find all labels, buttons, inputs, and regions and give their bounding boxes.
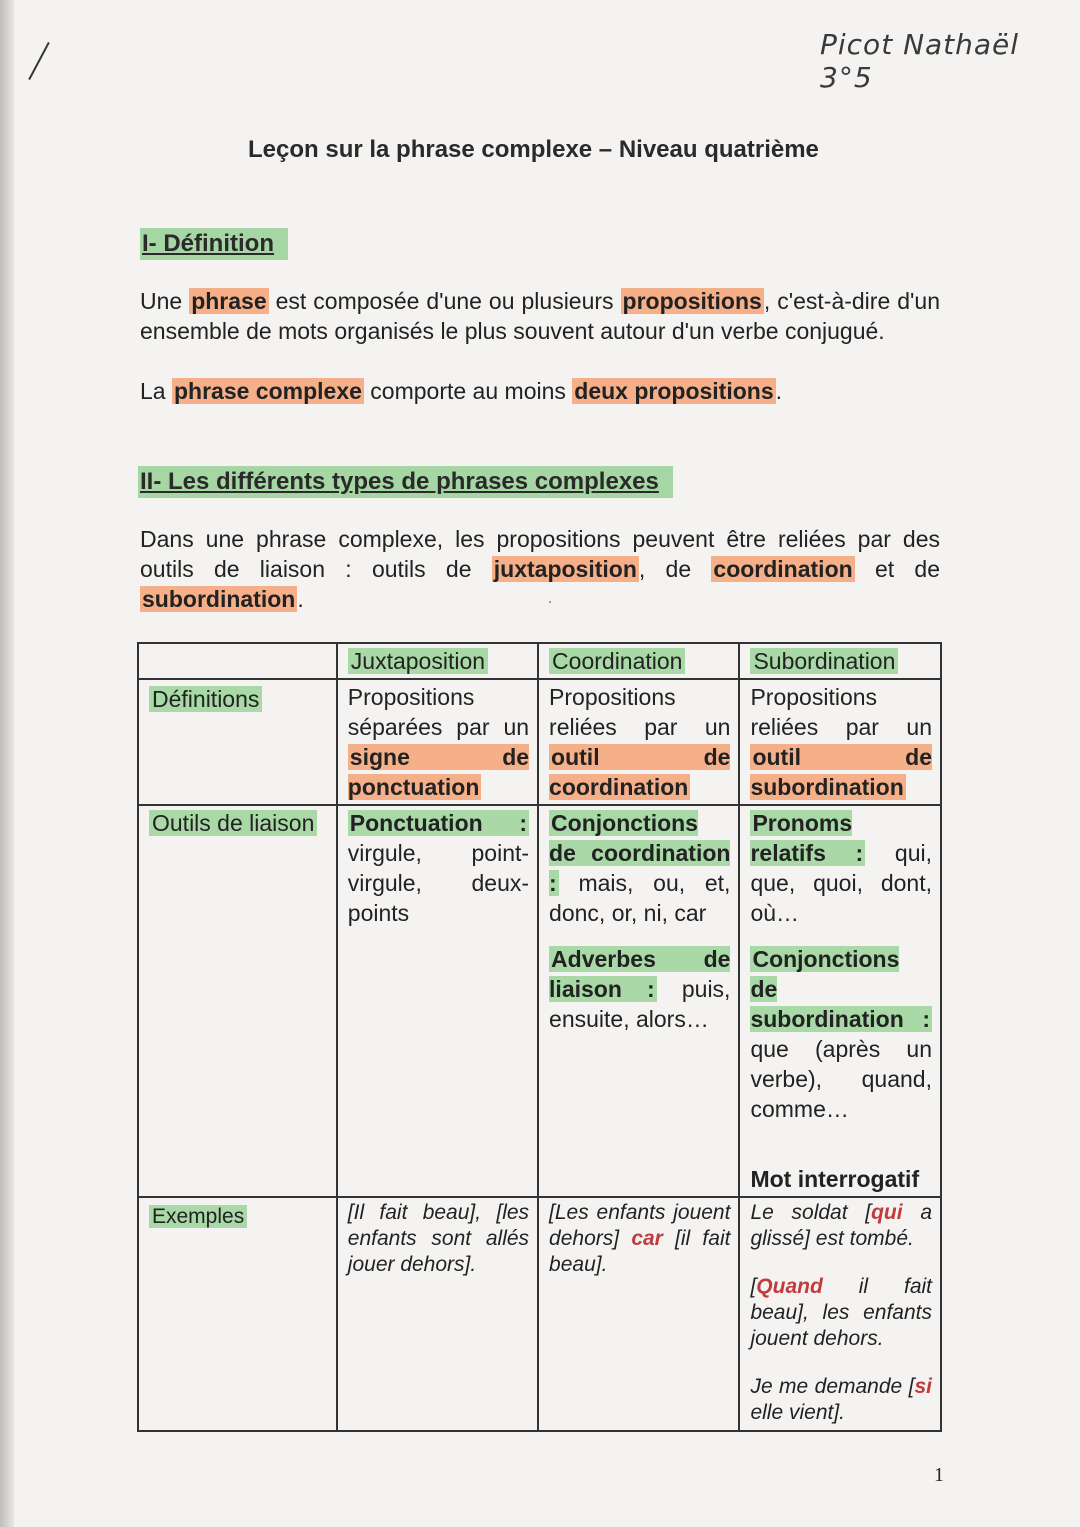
spacer (750, 928, 932, 944)
cell-outils-juxtaposition (337, 805, 538, 1197)
interrogative-highlight: si (914, 1375, 932, 1398)
definition-paragraph-2 (140, 376, 940, 406)
cell-def-coordination (538, 679, 739, 805)
cell-highlight: Conjonctions de subordination : (750, 946, 930, 1032)
cell-highlight: outil de subordination (750, 744, 932, 800)
stray-dot (549, 601, 551, 603)
row-label: Définitions (149, 686, 262, 712)
cell-text: elle vient]. (750, 1401, 846, 1424)
table-header-row (138, 643, 941, 679)
subordination-mot-interrogatif: Mot interrogatif (750, 1166, 920, 1192)
cell-text: Le soldat [ (750, 1201, 872, 1224)
pronoun-highlight: qui (871, 1201, 903, 1224)
cell-text: Propositions séparées par un (347, 684, 530, 740)
cell-text: puis, ensuite, alors… (549, 976, 731, 1032)
highlight-propositions: propositions (622, 288, 762, 314)
text-run: , de (638, 556, 712, 582)
highlight-deux-propositions: deux propositions (574, 378, 774, 404)
cell-ex-juxtaposition: [Il fait beau], [les enfants sont allés jouer dehors]. (337, 1197, 538, 1431)
text-run: Une (140, 288, 190, 314)
section2-heading: II- Les différents types de phrases complexes (138, 466, 673, 498)
conjunction-highlight: car (631, 1227, 663, 1250)
header-label: Coordination (549, 648, 685, 674)
cell-text: mais, ou, et, donc, or, ni, car (549, 870, 731, 926)
row-label: Exemples (149, 1205, 247, 1228)
table-row-exemples (138, 1197, 941, 1431)
example-interrogatif (750, 1374, 932, 1426)
cell-text: qui, que, quoi, dont, où… (750, 840, 932, 926)
cell-text: a glissé] est tombé. (750, 1201, 932, 1250)
lesson-title: Leçon sur la phrase complexe – Niveau quatrième (248, 136, 819, 163)
pen-slash-mark (28, 42, 49, 80)
text-run: Dans une phrase complexe, les propositions peuvent être reliées par des outils de liaison : outils de (140, 526, 940, 582)
spacer (549, 928, 730, 944)
cell-text: [il fait beau]. (549, 1227, 731, 1276)
header-juxtaposition (337, 643, 538, 679)
page-edge-shadow (0, 0, 14, 1527)
example-conjonction (750, 1274, 932, 1352)
cell-text: [Les enfants jouent dehors] (549, 1201, 731, 1250)
table-row-definitions (138, 679, 941, 805)
section1-heading: I- Définition (140, 228, 288, 260)
cell-def-juxtaposition (337, 679, 538, 805)
cell-text: Propositions reliées par un (750, 684, 932, 740)
row-label-cell (138, 679, 337, 805)
cell-highlight: signe de ponctuation (347, 744, 530, 800)
cell-outils-coordination (538, 805, 739, 1197)
cell-highlight: Ponctuation : (349, 810, 528, 836)
example-relative (750, 1200, 932, 1252)
header-label: Juxtaposition (348, 648, 488, 674)
cell-outils-subordination (739, 805, 941, 1197)
text-run: comporte au moins (363, 378, 573, 404)
header-subordination (739, 643, 941, 679)
page-number: 1 (934, 1464, 944, 1486)
highlight-coordination: coordination (713, 556, 853, 582)
comparison-table (137, 642, 942, 1432)
highlight-subordination: subordination (142, 586, 296, 612)
cell-text: Je me demande [ (750, 1375, 915, 1398)
spacer (750, 1352, 932, 1374)
subordination-conjonctions (750, 944, 932, 1124)
cell-highlight: Pronoms relatifs : (750, 810, 864, 866)
cell-text: [ (750, 1275, 757, 1298)
text-run: . (775, 378, 783, 404)
subordination-pronoms (750, 808, 932, 928)
text-run: est composée d'une ou plusieurs (268, 288, 621, 314)
spacer (750, 1252, 932, 1274)
highlight-juxtaposition: juxtaposition (493, 556, 637, 582)
cell-text: que (après un verbe), quand, comme… (750, 1036, 932, 1122)
text-run: , c'est-à-dire d'un ensemble de mots organisés le plus souvent autour d'un verbe conjugué. (140, 288, 940, 344)
header-label: Subordination (750, 648, 898, 674)
cell-highlight: Adverbes de liaison : (549, 946, 731, 1002)
coordination-adverbes (549, 944, 730, 1034)
cell-highlight: Conjonctions de coordination : (549, 810, 731, 896)
cell-text: il fait beau], les enfants jouent dehors. (750, 1275, 932, 1350)
header-coordination (538, 643, 739, 679)
coordination-conjonctions (549, 808, 730, 928)
cell-def-subordination (739, 679, 941, 805)
header-empty-cell (138, 643, 337, 679)
types-paragraph (140, 524, 940, 614)
text-run: . (297, 586, 304, 612)
row-label: Outils de liaison (149, 810, 317, 836)
table-row-outils (138, 805, 941, 1197)
text-run: et de (854, 556, 940, 582)
conjunction-highlight: Quand (756, 1275, 823, 1298)
row-label-cell (138, 1197, 337, 1431)
cell-text: virgule, point-virgule, deux-points (347, 840, 530, 926)
row-label-cell (138, 805, 337, 1197)
text-run: La (140, 378, 172, 404)
highlight-phrase: phrase (191, 288, 267, 314)
cell-text: Propositions reliées par un (549, 684, 731, 740)
highlight-phrase-complexe: phrase complexe (173, 378, 362, 404)
cell-ex-coordination (538, 1197, 739, 1431)
student-signature: Picot Nathaël 3°5 (820, 28, 1020, 94)
definition-paragraph-1 (140, 286, 940, 346)
cell-ex-subordination (739, 1197, 941, 1431)
cell-highlight: outil de coordination (549, 744, 731, 800)
